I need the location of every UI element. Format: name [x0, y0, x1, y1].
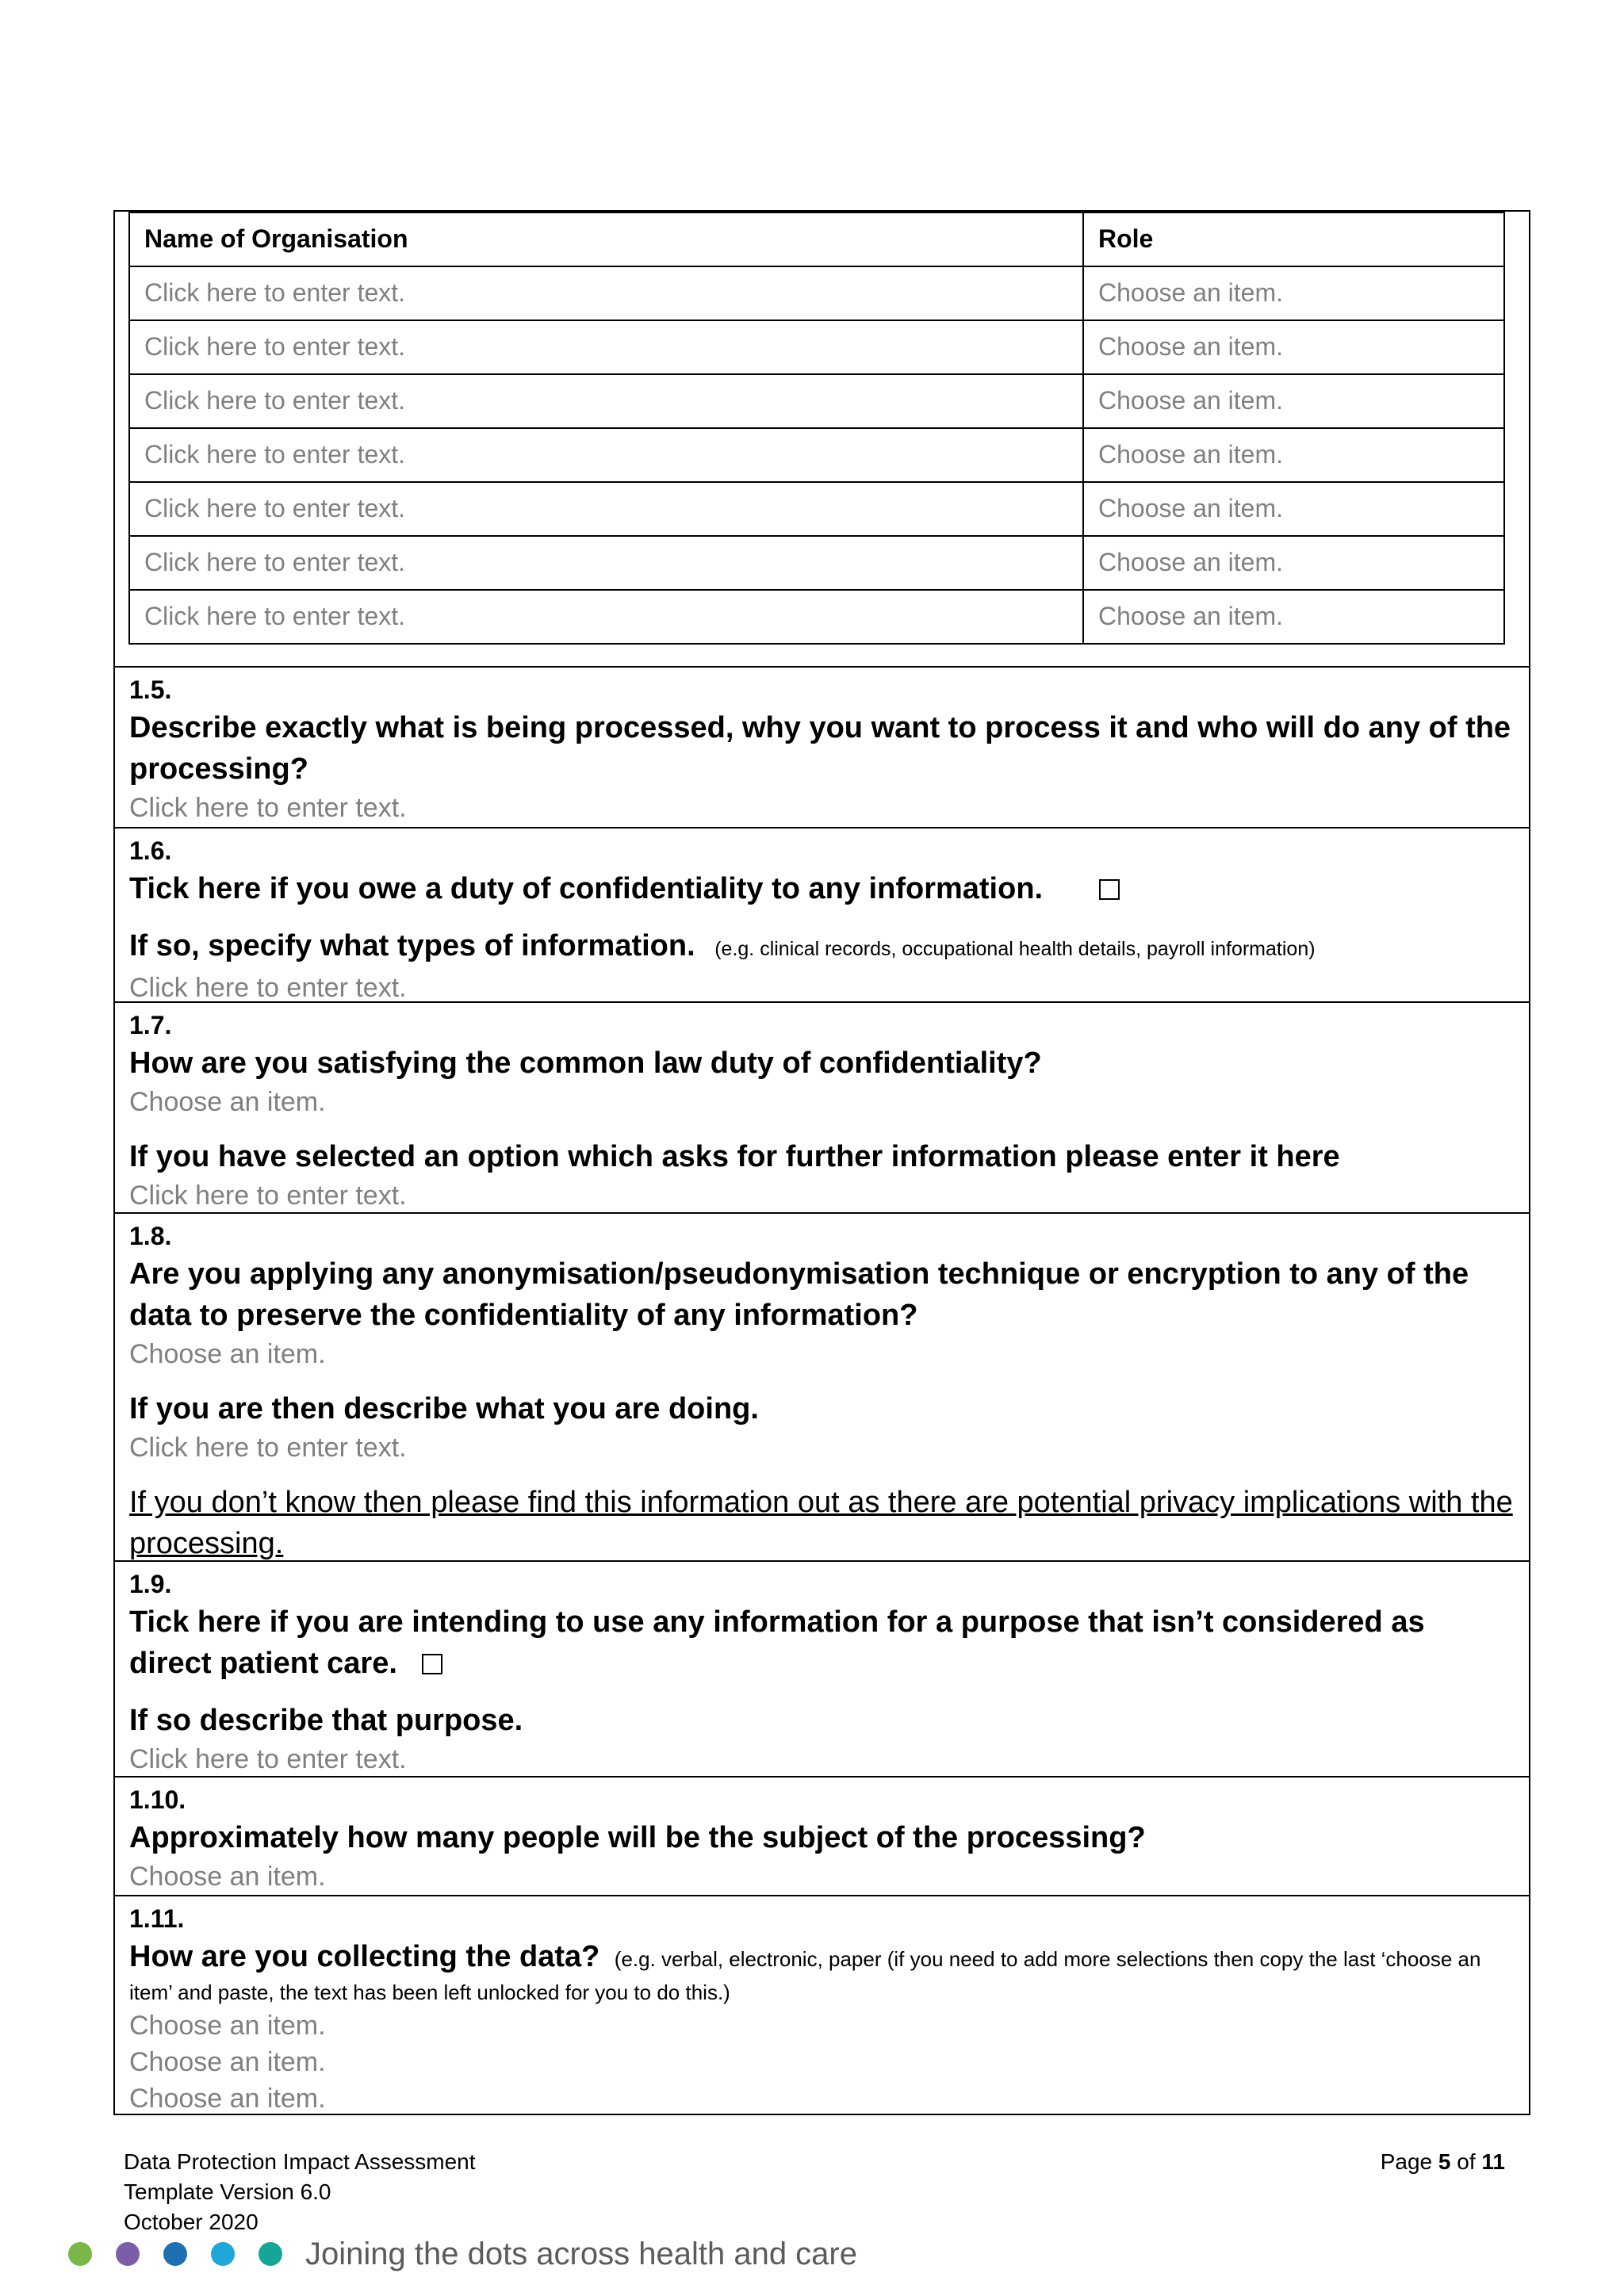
- anonymisation-description-field[interactable]: Click here to enter text.: [129, 1433, 407, 1463]
- table-row: [129, 374, 1504, 428]
- question-text: Approximately how many people will be the subject of the processing?: [129, 1821, 1146, 1854]
- tick-label: Tick here if you owe a duty of confidentiality to any information.: [129, 872, 1044, 905]
- page-prefix: Page: [1380, 2149, 1438, 2174]
- role-dropdown[interactable]: Choose an item.: [1083, 266, 1504, 320]
- column-header-organisation: Name of Organisation: [129, 212, 1083, 266]
- page-of: of: [1450, 2149, 1482, 2174]
- collection-note: (e.g. verbal, electronic, paper (if you need to add more selections then copy the last ‘choose an item’ and paste, the text has been left unlocked for you to do this.): [129, 1947, 1481, 2004]
- processing-description-field[interactable]: Click here to enter text.: [129, 793, 407, 823]
- section-number: 1.5.: [129, 675, 172, 704]
- followup-question: If you are then describe what you are doing.: [129, 1392, 759, 1425]
- page-current: 5: [1438, 2149, 1451, 2174]
- specify-question: [129, 925, 1515, 970]
- section-number: 1.8.: [129, 1222, 172, 1250]
- table-row: [129, 590, 1504, 644]
- footer-date: October 2020: [124, 2210, 259, 2234]
- question-text: How are you satisfying the common law duty of confidentiality?: [129, 1047, 1042, 1080]
- tick-question: [129, 868, 1515, 909]
- question-with-note: [129, 1936, 1515, 2007]
- collection-method-dropdown[interactable]: Choose an item.: [129, 2011, 326, 2041]
- section-number: 1.7.: [129, 1011, 172, 1039]
- logo-dot-green: [68, 2242, 92, 2266]
- followup-question: If you have selected an option which asks for further information please enter it here: [129, 1140, 1340, 1173]
- purpose-description-field[interactable]: Click here to enter text.: [129, 1744, 407, 1774]
- logo-dot-teal: [259, 2242, 282, 2266]
- organisation-name-field[interactable]: Click here to enter text.: [129, 536, 1083, 590]
- tick-question: [129, 1601, 1515, 1684]
- organisation-name-field[interactable]: Click here to enter text.: [129, 428, 1083, 482]
- table-row: [129, 536, 1504, 590]
- confidentiality-checkbox[interactable]: [1099, 879, 1120, 900]
- logo-dot-light-blue: [211, 2242, 235, 2266]
- column-header-role: Role: [1083, 212, 1504, 266]
- example-note: (e.g. clinical records, occupational health details, payroll information): [714, 938, 1316, 960]
- question-text: How are you collecting the data?: [129, 1940, 600, 1973]
- logo-dot-blue: [163, 2242, 187, 2266]
- privacy-warning: If you don’t know then please find this information out as there are potential privacy implications with the processing.: [129, 1486, 1513, 1560]
- section-number: 1.11.: [129, 1904, 185, 1933]
- role-dropdown[interactable]: Choose an item.: [1083, 482, 1504, 536]
- specify-label: If so, specify what types of information.: [129, 929, 695, 962]
- organisation-name-field[interactable]: Click here to enter text.: [129, 482, 1083, 536]
- question-text: Are you applying any anonymisation/pseudonymisation technique or encryption to any of the data to preserve the confidentiality of any information?: [129, 1257, 1469, 1332]
- footer-version: Template Version 6.0: [124, 2179, 331, 2204]
- organisation-name-field[interactable]: Click here to enter text.: [129, 374, 1083, 428]
- section-1-11: [115, 1895, 1529, 2114]
- collection-method-dropdown[interactable]: Choose an item.: [129, 2047, 326, 2077]
- role-dropdown[interactable]: Choose an item.: [1083, 374, 1504, 428]
- subject-count-dropdown[interactable]: Choose an item.: [129, 1862, 326, 1892]
- anonymisation-dropdown[interactable]: Choose an item.: [129, 1339, 326, 1369]
- question-text: Describe exactly what is being processed, why you want to process it and who will do any of the processing?: [129, 711, 1511, 786]
- table-row: [129, 428, 1504, 482]
- section-1-7: [115, 1001, 1529, 1214]
- table-row: [129, 482, 1504, 536]
- role-dropdown[interactable]: Choose an item.: [1083, 320, 1504, 374]
- page-total: 11: [1481, 2149, 1505, 2174]
- information-types-field[interactable]: Click here to enter text.: [129, 973, 407, 1003]
- section-1-9: [115, 1560, 1529, 1777]
- organisation-name-field[interactable]: Click here to enter text.: [129, 320, 1083, 374]
- table-row: [129, 320, 1504, 374]
- section-number: 1.9.: [129, 1570, 172, 1598]
- section-number: 1.6.: [129, 836, 172, 865]
- document-footer: [124, 2147, 476, 2237]
- organisation-name-field[interactable]: Click here to enter text.: [129, 590, 1083, 644]
- section-1-6: [115, 827, 1529, 1003]
- section-1-5: [115, 666, 1529, 828]
- table-header-row: [129, 212, 1504, 266]
- section-1-8: [115, 1212, 1529, 1562]
- role-dropdown[interactable]: Choose an item.: [1083, 428, 1504, 482]
- organisation-table: [128, 212, 1505, 645]
- page-number: [1381, 2147, 1505, 2177]
- footer-title: Data Protection Impact Assessment: [124, 2149, 476, 2174]
- further-information-field[interactable]: Click here to enter text.: [129, 1181, 407, 1211]
- organisation-name-field[interactable]: Click here to enter text.: [129, 266, 1083, 320]
- role-dropdown[interactable]: Choose an item.: [1083, 590, 1504, 644]
- logo-dot-purple: [116, 2242, 140, 2266]
- followup-question: If so describe that purpose.: [129, 1704, 523, 1737]
- table-row: [129, 266, 1504, 320]
- confidentiality-method-dropdown[interactable]: Choose an item.: [129, 1087, 326, 1117]
- role-dropdown[interactable]: Choose an item.: [1083, 536, 1504, 590]
- section-number: 1.10.: [129, 1785, 186, 1814]
- tick-label: Tick here if you are intending to use any information for a purpose that isn’t considered as direct patient care.: [129, 1605, 1425, 1680]
- collection-method-dropdown[interactable]: Choose an item.: [129, 2084, 326, 2114]
- non-direct-care-checkbox[interactable]: [422, 1654, 442, 1674]
- section-1-10: [115, 1776, 1529, 1896]
- tagline: Joining the dots across health and care: [305, 2237, 857, 2271]
